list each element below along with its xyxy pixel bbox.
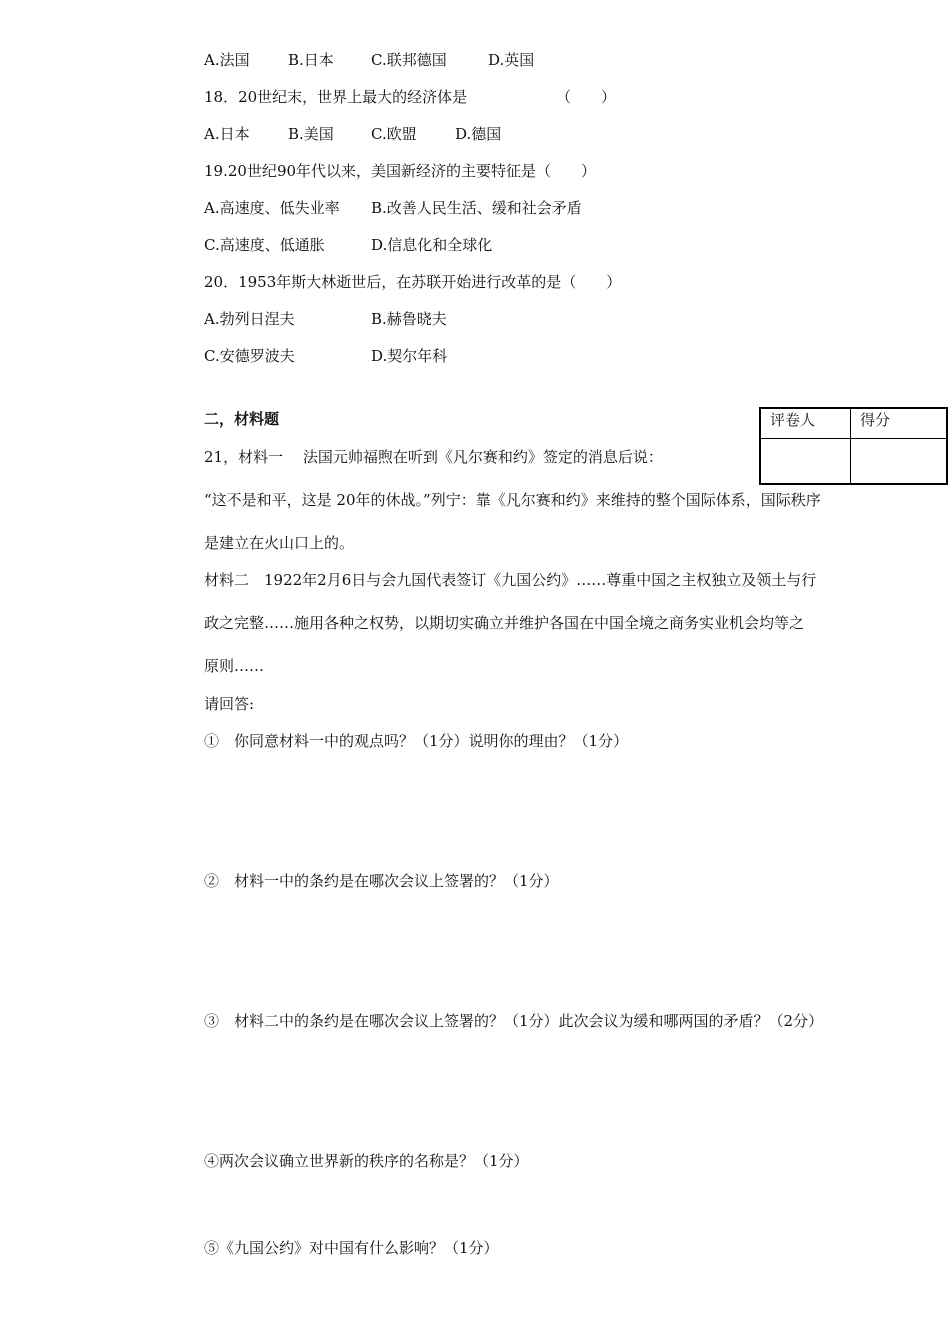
q17-option-d: D.英国 <box>488 51 535 69</box>
q18-option-c: C.欧盟 <box>371 125 417 143</box>
q20-option-b: B.赫鲁晓夫 <box>371 310 447 328</box>
q21-material1-line3: 是建立在火山口上的。 <box>204 534 355 552</box>
q21-sub4: ④两次会议确立世界新的秩序的名称是？（1分） <box>204 1152 529 1170</box>
q20-option-d: D.契尔年科 <box>371 347 448 365</box>
q18-option-b: B.美国 <box>288 125 334 143</box>
q21-sub2: ② 材料一中的条约是在哪次会议上签署的？（1分） <box>204 872 559 890</box>
section-title: 二，材料题 <box>204 410 280 428</box>
q18-option-a: A.日本 <box>204 125 250 143</box>
q21-material2-line1: 材料二 1922年2月6日与会九国代表签订《九国公约》……尊重中国之主权独立及领土与行 <box>204 571 817 589</box>
q20-stem: 20．1953年斯大林逝世后，在苏联开始进行改革的是（ ） <box>204 273 622 291</box>
q17-option-b: B.日本 <box>288 51 334 69</box>
q19-option-c: C.高速度、低通胀 <box>204 236 325 254</box>
q18-stem: 18．20世纪末，世界上最大的经济体是 <box>204 88 468 106</box>
q21-prompt: 请回答: <box>204 695 255 713</box>
q20-option-c: C.安德罗波夫 <box>204 347 295 365</box>
q19-stem: 19.20世纪90年代以来，美国新经济的主要特征是（ ） <box>204 162 597 180</box>
q21-material1-line2: “这不是和平，这是 20年的休战。”列宁：靠《凡尔赛和约》来维持的整个国际体系，国际秩序 <box>204 491 821 509</box>
q21-sub3: ③ 材料二中的条约是在哪次会议上签署的？（1分）此次会议为缓和哪两国的矛盾？（2分） <box>204 1012 824 1030</box>
score-box-divider <box>850 409 851 483</box>
q19-option-b: B.改善人民生活、缓和社会矛盾 <box>371 199 582 217</box>
score-box-row-divider <box>761 438 946 439</box>
q21-material1-line1: 21，材料一 法国元帅福煦在听到《凡尔赛和约》签定的消息后说： <box>204 448 663 466</box>
q21-sub5: ⑤《九国公约》对中国有什么影响？（1分） <box>204 1239 499 1257</box>
q20-option-a: A.勃列日涅夫 <box>204 310 295 328</box>
q19-option-d: D.信息化和全球化 <box>371 236 493 254</box>
q21-sub1: ① 你同意材料一中的观点吗？（1分）说明你的理由？（1分） <box>204 732 629 750</box>
q18-answer-paren: （ ） <box>556 88 617 106</box>
q21-material2-line2: 政之完整……施用各种之权势，以期切实确立并维护各国在中国全境之商务实业机会均等之 <box>204 614 805 632</box>
score-box <box>759 407 948 485</box>
q21-material2-line3: 原则…… <box>204 657 265 675</box>
q17-option-c: C.联邦德国 <box>371 51 447 69</box>
q17-option-a: A.法国 <box>204 51 250 69</box>
q18-option-d: D.德国 <box>455 125 502 143</box>
q19-option-a: A.高速度、低失业率 <box>204 199 340 217</box>
score-label: 得分 <box>860 411 891 429</box>
grader-label: 评卷人 <box>770 411 816 429</box>
